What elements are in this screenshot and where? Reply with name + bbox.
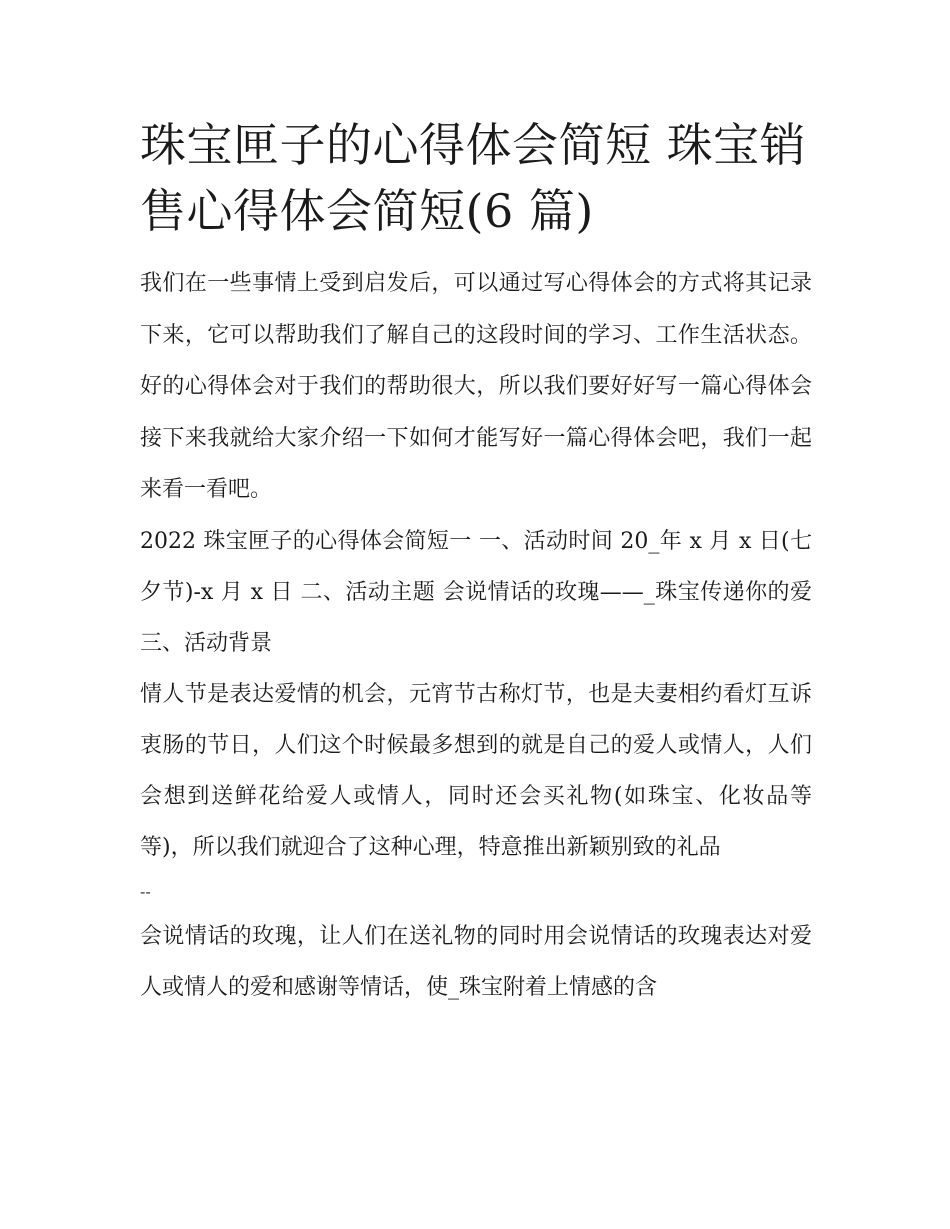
section-separator: --: [140, 881, 151, 901]
background-paragraph: 情人节是表达爱情的机会，元宵节古称灯节，也是夫妻相约看灯互诉衷肠的节日，人们这个时候最多想到的就是自己的爱人或情人，人们会想到送鲜花给爱人或情人，同时还会买礼物(如珠宝、化妆品等等)，所以我们就迎合了这种心理，特意推出新颖别致的礼品: [140, 681, 812, 860]
intro-paragraph: 我们在一些事情上受到启发后，可以通过写心得体会的方式将其记录下来，它可以帮助我们了解自己的这段时间的学习、工作生活状态。好的心得体会对于我们的帮助很大，所以我们要好好写一篇心得体会接下来我就给大家介绍一下如何才能写好一篇心得体会吧，我们一起来看一看吧。: [140, 271, 812, 502]
document-page: [140, 112, 812, 1014]
document-title: 珠宝匣子的心得体会简短 珠宝销售心得体会简短(6 篇): [140, 118, 807, 238]
activity-paragraph: 2022 珠宝匣子的心得体会简短一 一、活动时间 20_年 x 月 x 日(七夕节)-x 月 x 日 二、活动主题 会说情话的玫瑰——_珠宝传递你的爱 三、活动背景: [140, 528, 812, 656]
closing-paragraph: 会说情话的玫瑰，让人们在送礼物的同时用会说情话的玫瑰表达对爱人或情人的爱和感谢等情话，使_珠宝附着上情感的含: [140, 923, 812, 1000]
